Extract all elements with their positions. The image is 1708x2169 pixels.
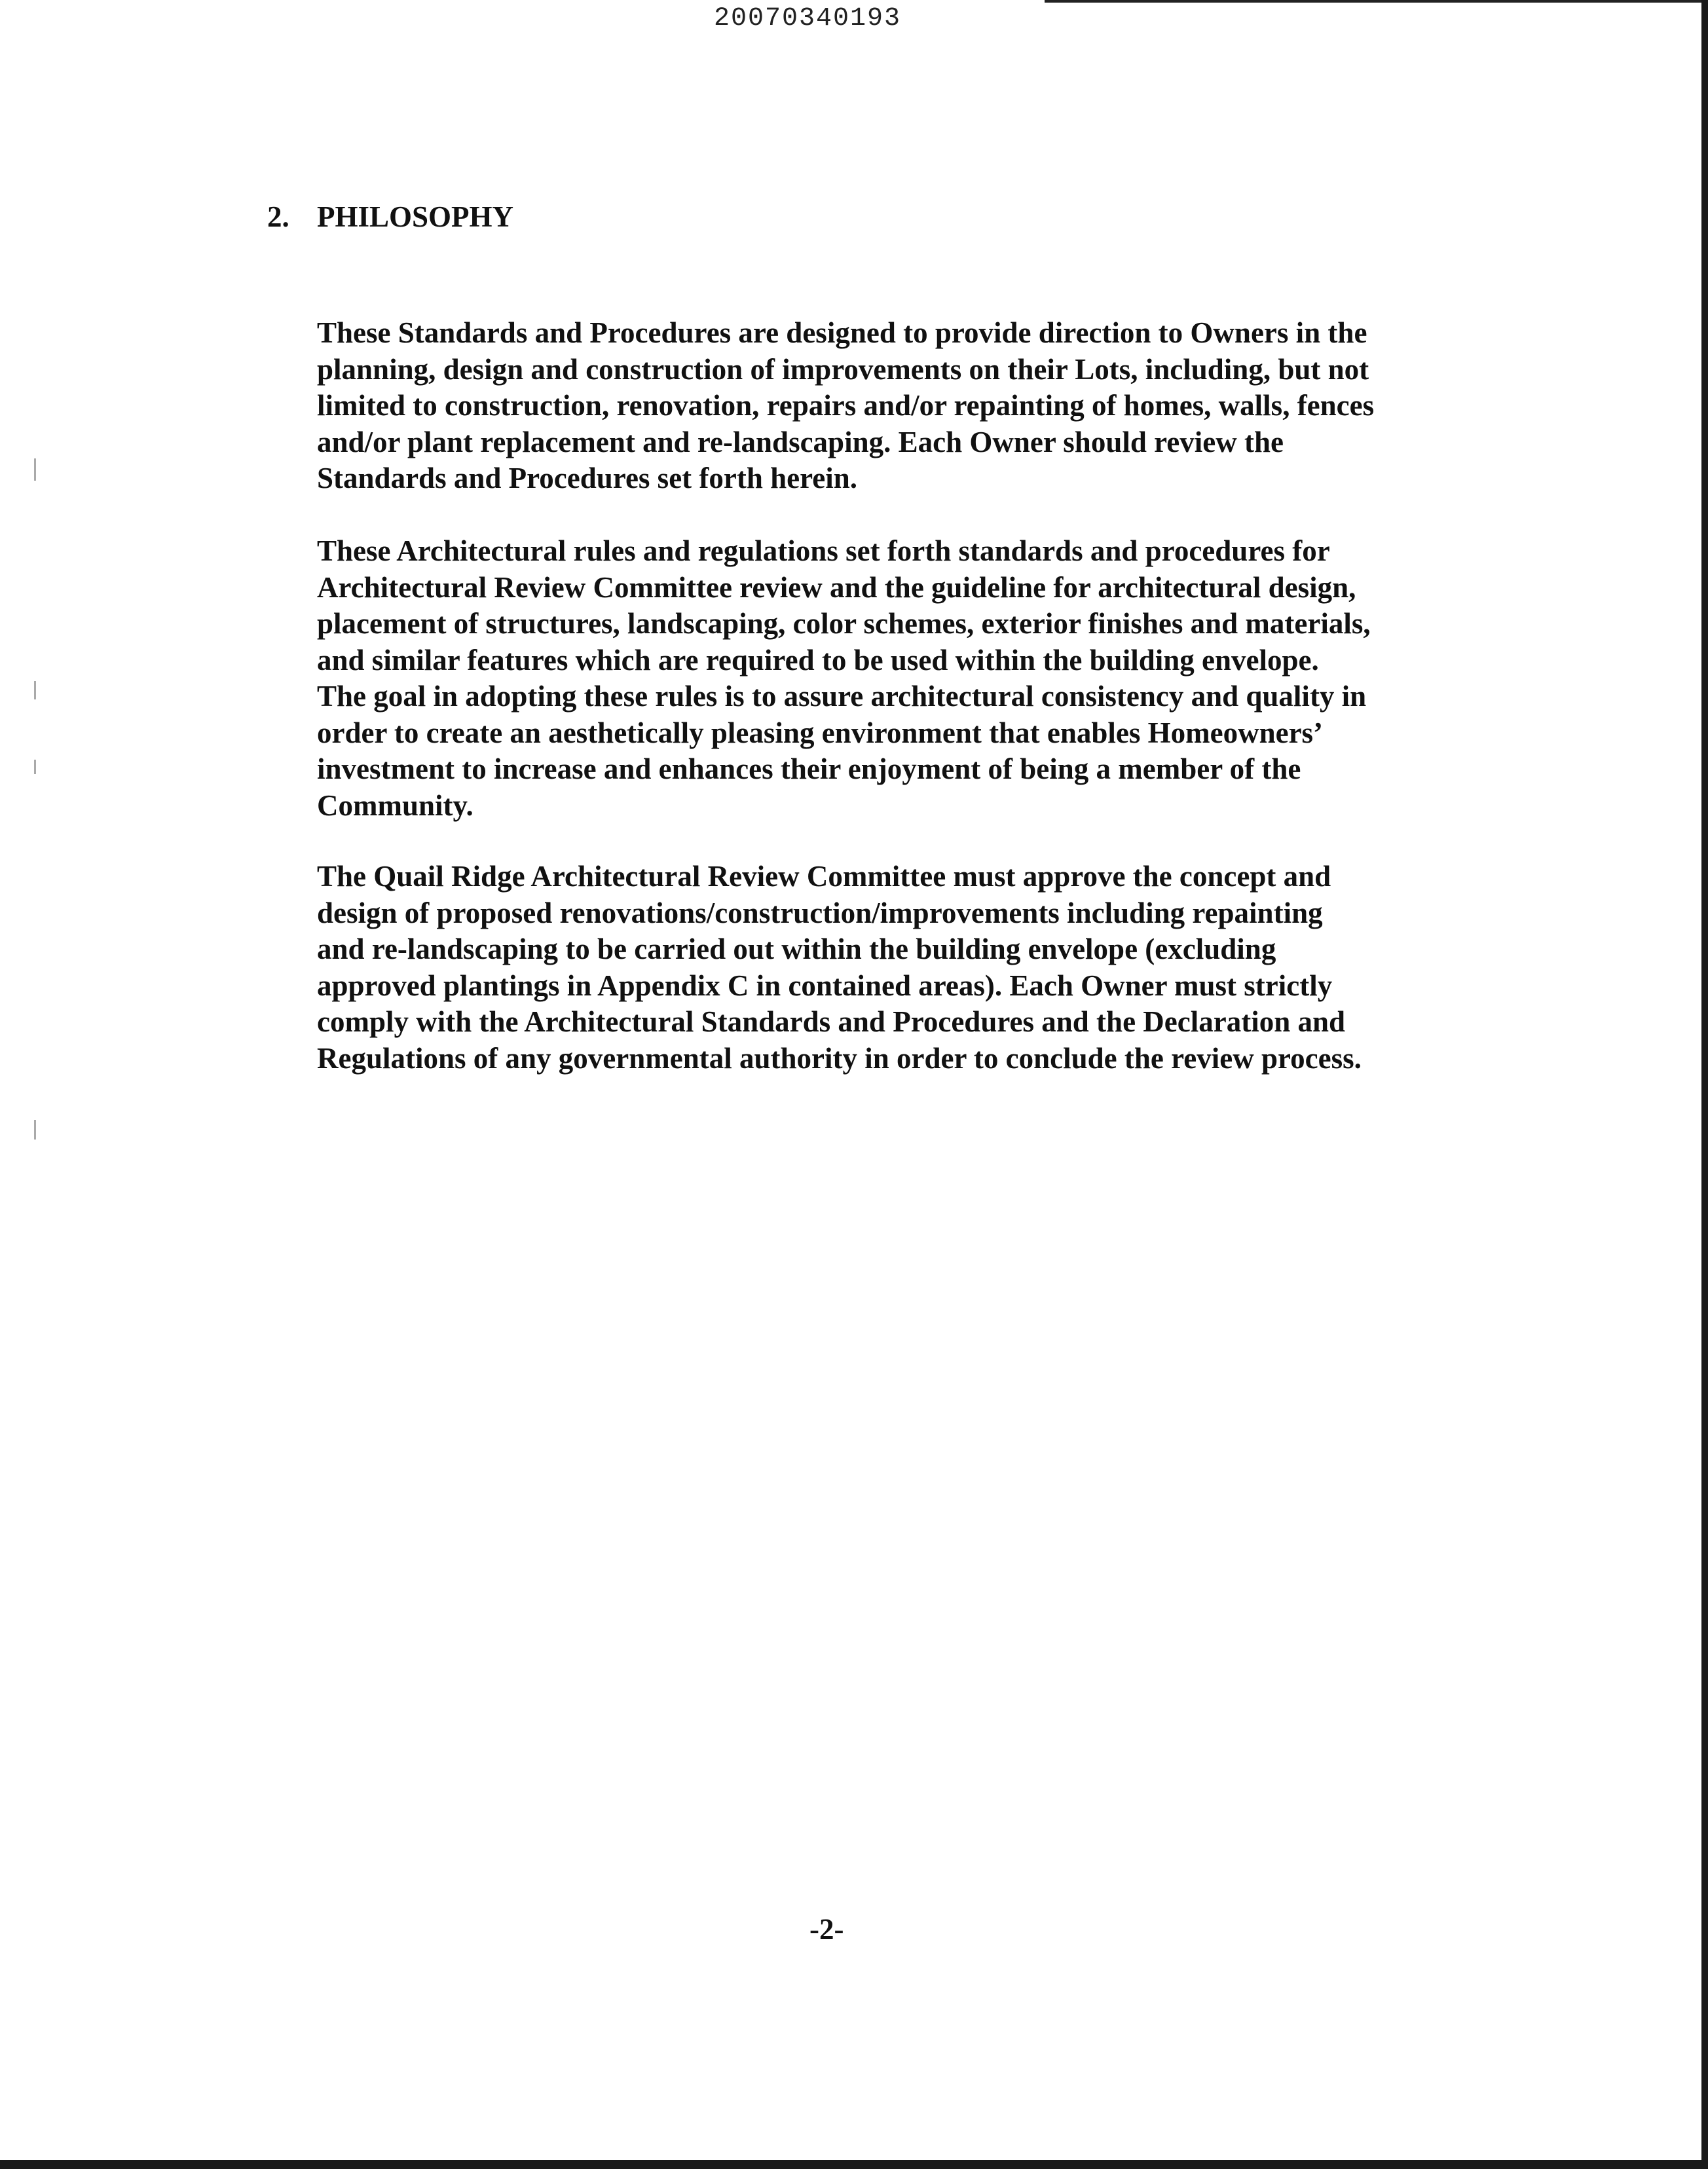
scan-speck	[34, 760, 36, 774]
paragraph	[317, 859, 1362, 1077]
paragraph-line: Community.	[317, 788, 473, 822]
paragraph	[317, 315, 1374, 497]
paragraph-line: and/or plant replacement and re-landscaping. Each Owner should review the	[317, 425, 1284, 458]
paragraph-line: The goal in adopting these rules is to assure architectural consistency and quality in	[317, 680, 1367, 713]
scan-speck	[34, 681, 36, 699]
paragraph-line: and re-landscaping to be carried out within the building envelope (excluding	[317, 933, 1276, 965]
scan-bottom-edge	[0, 2160, 1708, 2169]
paragraph-line: Architectural Review Committee review and the guideline for architectural design,	[317, 570, 1356, 604]
paragraph-line: placement of structures, landscaping, color schemes, exterior finishes and materials,	[317, 607, 1371, 640]
paragraph	[317, 533, 1371, 824]
section-title: PHILOSOPHY	[317, 200, 514, 233]
paragraph-line: The Quail Ridge Architectural Review Committee must approve the concept and	[317, 860, 1331, 893]
paragraph-line: approved plantings in Appendix C in contained areas). Each Owner must strictly	[317, 969, 1333, 1002]
scan-speck	[34, 458, 36, 481]
paragraph-line: These Architectural rules and regulations set forth standards and procedures for	[317, 534, 1330, 567]
paragraph-line: Standards and Procedures set forth herein.	[317, 462, 858, 494]
page-number: -2-	[809, 1913, 844, 1946]
section-heading	[267, 200, 513, 234]
paragraph-line: comply with the Architectural Standards and Procedures and the Declaration and	[317, 1005, 1346, 1038]
scan-top-rule	[1045, 0, 1708, 3]
paragraph-line: limited to construction, renovation, repairs and/or repainting of homes, walls, fences	[317, 389, 1375, 422]
document-number: 20070340193	[714, 4, 902, 33]
scan-speck	[34, 1120, 36, 1140]
scan-right-edge	[1701, 0, 1708, 2169]
paragraph-line: and similar features which are required to be used within the building envelope.	[317, 643, 1319, 677]
paragraph-line: investment to increase and enhances their enjoyment of being a member of the	[317, 752, 1301, 785]
paragraph-line: order to create an aesthetically pleasing environment that enables Homeowners’	[317, 716, 1324, 749]
paragraph-line: These Standards and Procedures are designed to provide direction to Owners in the	[317, 316, 1367, 349]
paragraph-line: planning, design and construction of improvements on their Lots, including, but not	[317, 352, 1369, 386]
paragraph-line: design of proposed renovations/construction/improvements including repainting	[317, 896, 1323, 929]
section-number: 2.	[267, 200, 289, 233]
paragraph-line: Regulations of any governmental authority in order to conclude the review process.	[317, 1041, 1362, 1075]
